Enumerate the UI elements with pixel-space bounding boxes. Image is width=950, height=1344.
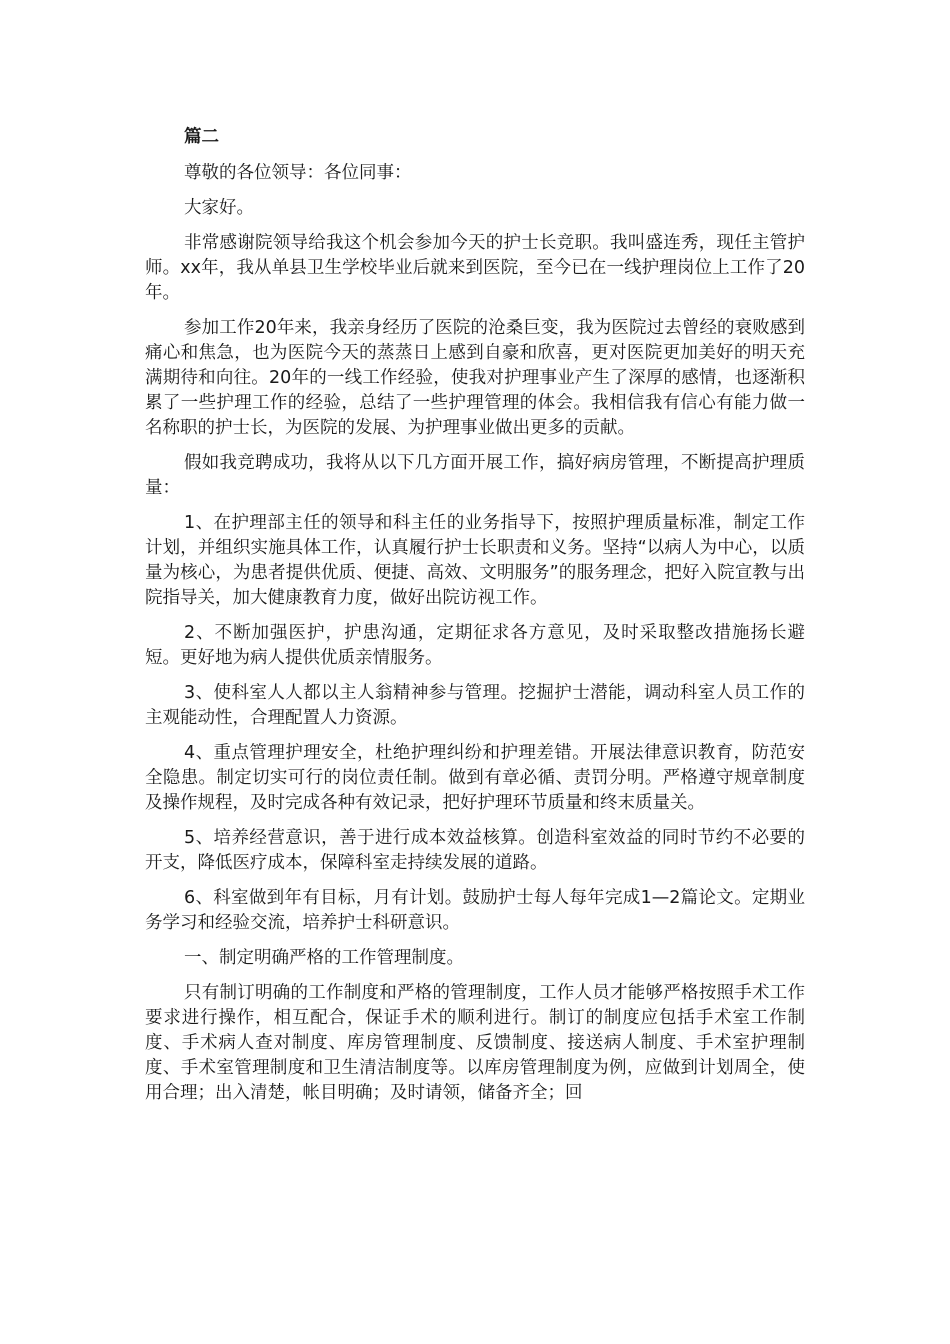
paragraph-experience: 参加工作20年来，我亲身经历了医院的沧桑巨变，我为医院过去曾经的衰败感到痛心和焦急，也为医院今天的蒸蒸日上感到自豪和欣喜，更对医院更加美好的明天充满期待和向往。20年的一线工作经验，使我对护理事业产生了深厚的感情，也逐渐积累了一些护理工作的经验，总结了一些护理管理的体会。我相信我有信心有能力做一名称职的护士长，为医院的发展、为护理事业做出更多的贡献。 bbox=[145, 318, 805, 438]
list-item-3: 3、使科室人人都以主人翁精神参与管理。挖掘护士潜能，调动科室人员工作的主观能动性，合理配置人力资源。 bbox=[145, 683, 805, 728]
paragraph-intro: 非常感谢院领导给我这个机会参加今天的护士长竞职。我叫盛连秀，现任主管护师。xx年，我从单县卫生学校毕业后就来到医院，至今已在一线护理岗位上工作了20年。 bbox=[145, 233, 805, 303]
subsection-title: 一、制定明确严格的工作管理制度。 bbox=[184, 948, 464, 968]
list-item-5: 5、培养经营意识，善于进行成本效益核算。创造科室效益的同时节约不必要的开支，降低医疗成本，保障科室走持续发展的道路。 bbox=[145, 828, 805, 873]
document-body bbox=[145, 123, 805, 1116]
list-item-2: 2、不断加强医护，护患沟通，定期征求各方意见，及时采取整改措施扬长避短。更好地为病人提供优质亲情服务。 bbox=[145, 623, 805, 668]
section-heading: 篇二 bbox=[184, 127, 219, 147]
salutation: 尊敬的各位领导：各位同事： bbox=[184, 163, 412, 183]
paragraph-rules: 只有制订明确的工作制度和严格的管理制度，工作人员才能够严格按照手术工作要求进行操作，相互配合，保证手术的顺利进行。制订的制度应包括手术室工作制度、手术病人查对制度、库房管理制度、反馈制度、接送病人制度、手术室护理制度、手术室管理制度和卫生清洁制度等。以库房管理制度为例，应做到计划周全，使用合理；出入清楚，帐目明确；及时请领，储备齐全；回 bbox=[145, 983, 805, 1103]
list-item-6: 6、科室做到年有目标，月有计划。鼓励护士每人每年完成1—2篇论文。定期业务学习和经验交流，培养护士科研意识。 bbox=[145, 888, 805, 933]
list-item-1: 1、在护理部主任的领导和科主任的业务指导下，按照护理质量标准，制定工作计划，并组织实施具体工作，认真履行护士长职责和义务。坚持“以病人为中心，以质量为核心，为患者提供优质、便捷、高效、文明服务”的服务理念，把好入院宣教与出院指导关，加大健康教育力度，做好出院访视工作。 bbox=[145, 513, 805, 608]
list-item-4: 4、重点管理护理安全，杜绝护理纠纷和护理差错。开展法律意识教育，防范安全隐患。制定切实可行的岗位责任制。做到有章必循、责罚分明。严格遵守规章制度及操作规程，及时完成各种有效记录，把好护理环节质量和终末质量关。 bbox=[145, 743, 805, 813]
paragraph-plan: 假如我竞聘成功，我将从以下几方面开展工作，搞好病房管理，不断提高护理质量： bbox=[145, 453, 805, 498]
greeting: 大家好。 bbox=[184, 198, 254, 218]
